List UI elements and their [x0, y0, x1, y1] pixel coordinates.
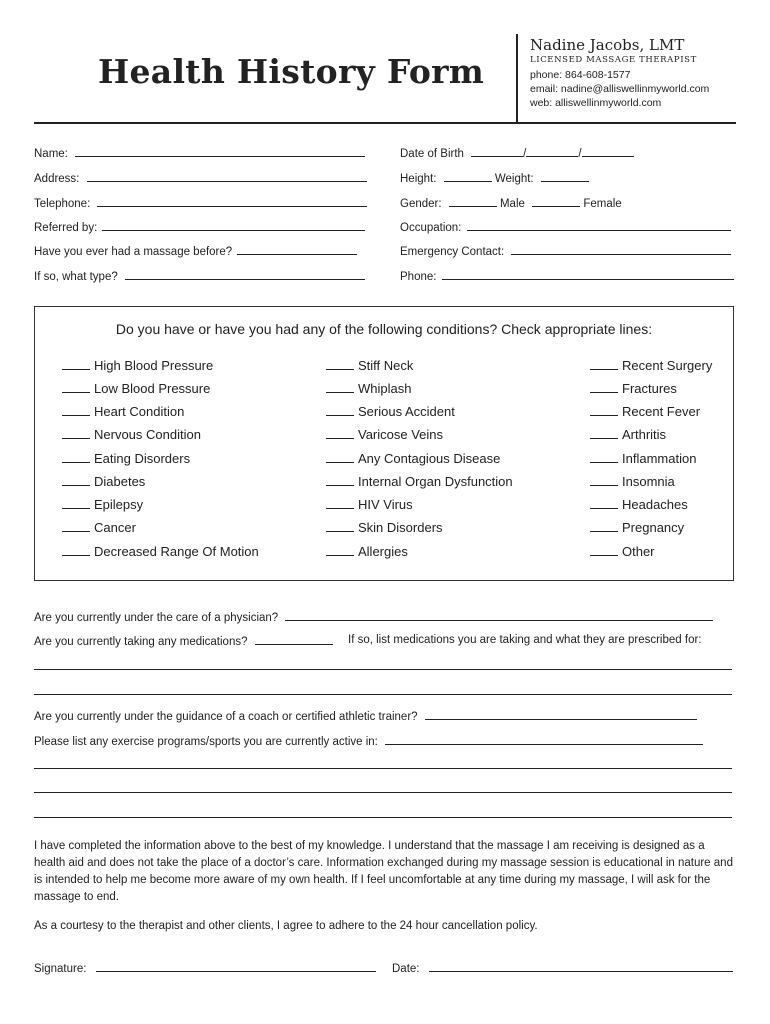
phone-line[interactable]	[442, 269, 734, 280]
dob-label: Date of Birth	[400, 148, 464, 160]
gender-female-line[interactable]	[532, 196, 580, 207]
dob-field[interactable]: Date of Birth / /	[400, 146, 634, 160]
condition-label: Inflammation	[622, 451, 697, 466]
check-line[interactable]	[590, 519, 618, 532]
check-line[interactable]	[62, 496, 90, 509]
condition-item[interactable]	[62, 450, 190, 466]
condition-label: Low Blood Pressure	[94, 381, 211, 396]
condition-item[interactable]	[590, 380, 677, 396]
massage-type-field[interactable]	[34, 269, 365, 283]
check-line[interactable]	[62, 380, 90, 393]
condition-item[interactable]	[62, 380, 210, 396]
condition-label: Other	[622, 544, 655, 559]
massage-before-line[interactable]	[237, 244, 357, 255]
page-title: Health History Form	[98, 52, 485, 91]
check-line[interactable]	[590, 380, 618, 393]
date-label: Date:	[392, 963, 420, 975]
condition-label: Any Contagious Disease	[358, 451, 501, 466]
check-line[interactable]	[326, 519, 354, 532]
check-line[interactable]	[590, 357, 618, 370]
condition-item[interactable]	[590, 426, 666, 442]
header-divider	[516, 34, 518, 122]
condition-item[interactable]	[62, 496, 143, 512]
condition-label: Heart Condition	[94, 404, 185, 419]
medications-line[interactable]	[255, 634, 333, 645]
name-line[interactable]	[75, 146, 365, 157]
date-field[interactable]	[392, 961, 733, 975]
signature-line[interactable]	[96, 961, 376, 972]
exercise-field[interactable]	[34, 734, 703, 748]
address-line[interactable]	[87, 171, 367, 182]
emergency-label: Emergency Contact:	[400, 246, 505, 258]
condition-label: Insomnia	[622, 474, 675, 489]
referred-label: Referred by:	[34, 222, 98, 234]
name-label: Name:	[34, 148, 68, 160]
coach-field[interactable]	[34, 709, 697, 723]
condition-item[interactable]	[62, 473, 145, 489]
check-line[interactable]	[326, 473, 354, 486]
condition-item[interactable]	[590, 450, 696, 466]
physician-line[interactable]	[285, 610, 713, 621]
check-line[interactable]	[326, 496, 354, 509]
male-label: Male	[499, 198, 525, 210]
condition-label: Nervous Condition	[94, 427, 201, 442]
occupation-line[interactable]	[467, 220, 731, 231]
condition-item[interactable]	[326, 473, 513, 489]
condition-item[interactable]	[590, 543, 655, 559]
occupation-label: Occupation:	[400, 222, 462, 234]
therapist-phone: phone: 864-608-1577	[530, 69, 631, 81]
condition-label: Whiplash	[358, 381, 412, 396]
check-line[interactable]	[62, 519, 90, 532]
condition-item[interactable]	[590, 357, 712, 373]
occupation-field[interactable]	[400, 220, 731, 234]
exercise-line[interactable]	[385, 734, 703, 745]
exercise-label: Please list any exercise programs/sports you are currently active in:	[34, 736, 378, 748]
conditions-title: Do you have or have you had any of the following conditions? Check appropriate lines:	[115, 321, 653, 337]
conditions-box	[34, 306, 734, 581]
dob-month-line[interactable]	[471, 146, 523, 157]
condition-item[interactable]	[62, 426, 201, 442]
telephone-label: Telephone:	[34, 198, 91, 210]
check-line[interactable]	[326, 543, 354, 556]
condition-label: High Blood Pressure	[94, 358, 214, 373]
check-line[interactable]	[590, 473, 618, 486]
condition-label: Diabetes	[94, 474, 146, 489]
check-line[interactable]	[326, 357, 354, 370]
check-line[interactable]	[62, 357, 90, 370]
medications-field[interactable]	[34, 634, 333, 648]
condition-item[interactable]	[62, 543, 259, 559]
condition-label: Headaches	[622, 497, 688, 512]
condition-item[interactable]	[62, 357, 213, 373]
check-line[interactable]	[326, 380, 354, 393]
therapist-web: web: alliswellinmyworld.com	[530, 97, 662, 109]
physician-field[interactable]	[34, 610, 713, 624]
check-line[interactable]	[62, 473, 90, 486]
exercise-answer-line[interactable]	[34, 792, 732, 793]
check-line[interactable]	[62, 426, 90, 439]
condition-item[interactable]	[326, 380, 411, 396]
condition-item[interactable]	[326, 403, 455, 419]
condition-label: Pregnancy	[622, 520, 685, 535]
name-field[interactable]	[34, 146, 365, 160]
emergency-field[interactable]	[400, 244, 731, 258]
telephone-field[interactable]	[34, 196, 367, 210]
condition-label: Skin Disorders	[358, 520, 443, 535]
emergency-phone-field[interactable]	[400, 269, 734, 283]
referred-field[interactable]	[34, 220, 365, 234]
massage-type-label: If so, what type?	[34, 271, 118, 283]
condition-item[interactable]	[590, 403, 700, 419]
condition-label: Cancer	[94, 520, 136, 535]
dob-year-line[interactable]	[582, 146, 634, 157]
gender-field[interactable]	[400, 196, 622, 210]
massage-before-field[interactable]	[34, 244, 357, 258]
condition-label: Decreased Range Of Motion	[94, 544, 259, 559]
condition-label: Allergies	[358, 544, 408, 559]
signature-label: Signature:	[34, 963, 87, 975]
check-line[interactable]	[590, 403, 618, 416]
condition-item[interactable]	[326, 543, 408, 559]
condition-label: Recent Surgery	[622, 358, 713, 373]
condition-item[interactable]	[590, 519, 684, 535]
condition-label: Varicose Veins	[358, 427, 444, 442]
condition-label: Serious Accident	[358, 404, 455, 419]
check-line[interactable]	[326, 450, 354, 463]
height-weight-field[interactable]	[400, 171, 589, 185]
condition-label: HIV Virus	[358, 497, 413, 512]
check-line[interactable]	[62, 543, 90, 556]
gender-male-line[interactable]	[449, 196, 497, 207]
list-medications-label: If so, list medications you are taking and what they are prescribed for:	[348, 634, 702, 646]
exercise-answer-line[interactable]	[34, 817, 732, 818]
exercise-answer-line[interactable]	[34, 768, 732, 769]
condition-item[interactable]	[326, 496, 413, 512]
check-line[interactable]	[590, 450, 618, 463]
check-line[interactable]	[326, 426, 354, 439]
consent-statement: I have completed the information above to the best of my knowledge. I understand that the massage I am receiving is designed as a health aid and does not take the place of a doctor’s care. Information exchanged during my massage session is educational in nature and is intended to help me become more aware of my own health. If I feel uncomfortable at any time during my massage, I will ask for the massage to end.	[34, 840, 733, 903]
check-line[interactable]	[590, 543, 618, 556]
therapist-email: email: nadine@alliswellinmyworld.com	[530, 83, 710, 95]
condition-item[interactable]	[326, 357, 413, 373]
condition-item[interactable]	[326, 450, 500, 466]
telephone-line[interactable]	[97, 196, 367, 207]
condition-item[interactable]	[326, 519, 443, 535]
condition-label: Stiff Neck	[358, 358, 414, 373]
therapist-name: Nadine Jacobs, LMT	[530, 36, 685, 54]
height-label: Height:	[400, 173, 437, 185]
check-line[interactable]	[590, 496, 618, 509]
medications-label: Are you currently taking any medications?	[34, 636, 248, 648]
condition-label: Arthritis	[622, 427, 667, 442]
check-line[interactable]	[326, 403, 354, 416]
weight-line[interactable]	[541, 171, 589, 182]
female-label: Female	[583, 198, 622, 210]
check-line[interactable]	[590, 426, 618, 439]
condition-label: Recent Fever	[622, 404, 701, 419]
address-field[interactable]	[34, 171, 367, 185]
weight-label: Weight:	[494, 173, 534, 185]
header-rule	[34, 122, 736, 124]
check-line[interactable]	[62, 403, 90, 416]
emergency-line[interactable]	[511, 244, 731, 255]
height-line[interactable]	[444, 171, 492, 182]
gender-label: Gender:	[400, 198, 442, 210]
dob-day-line[interactable]	[526, 146, 578, 157]
phone-label: Phone:	[400, 271, 437, 283]
massage-before-label: Have you ever had a massage before?	[34, 246, 233, 258]
coach-line[interactable]	[425, 709, 697, 720]
date-line[interactable]	[429, 961, 733, 972]
condition-item[interactable]	[326, 426, 443, 442]
physician-label: Are you currently under the care of a physician?	[34, 612, 279, 624]
referred-line[interactable]	[102, 220, 365, 231]
condition-label: Eating Disorders	[94, 451, 191, 466]
condition-item[interactable]	[590, 496, 688, 512]
condition-label: Epilepsy	[94, 497, 144, 512]
address-label: Address:	[34, 173, 80, 185]
condition-item[interactable]	[590, 473, 675, 489]
therapist-title: LICENSED MASSAGE THERAPIST	[530, 55, 697, 65]
condition-item[interactable]	[62, 403, 184, 419]
signature-field[interactable]	[34, 961, 376, 975]
cancellation-policy: As a courtesy to the therapist and other clients, I agree to adhere to the 24 hour cancellation policy.	[34, 920, 538, 932]
massage-type-line[interactable]	[125, 269, 365, 280]
check-line[interactable]	[62, 450, 90, 463]
medications-answer-line[interactable]	[34, 669, 732, 670]
condition-label: Internal Organ Dysfunction	[358, 474, 513, 489]
coach-label: Are you currently under the guidance of a coach or certified athletic trainer?	[34, 711, 418, 723]
condition-item[interactable]	[62, 519, 136, 535]
medications-answer-line[interactable]	[34, 694, 732, 695]
condition-label: Fractures	[622, 381, 677, 396]
